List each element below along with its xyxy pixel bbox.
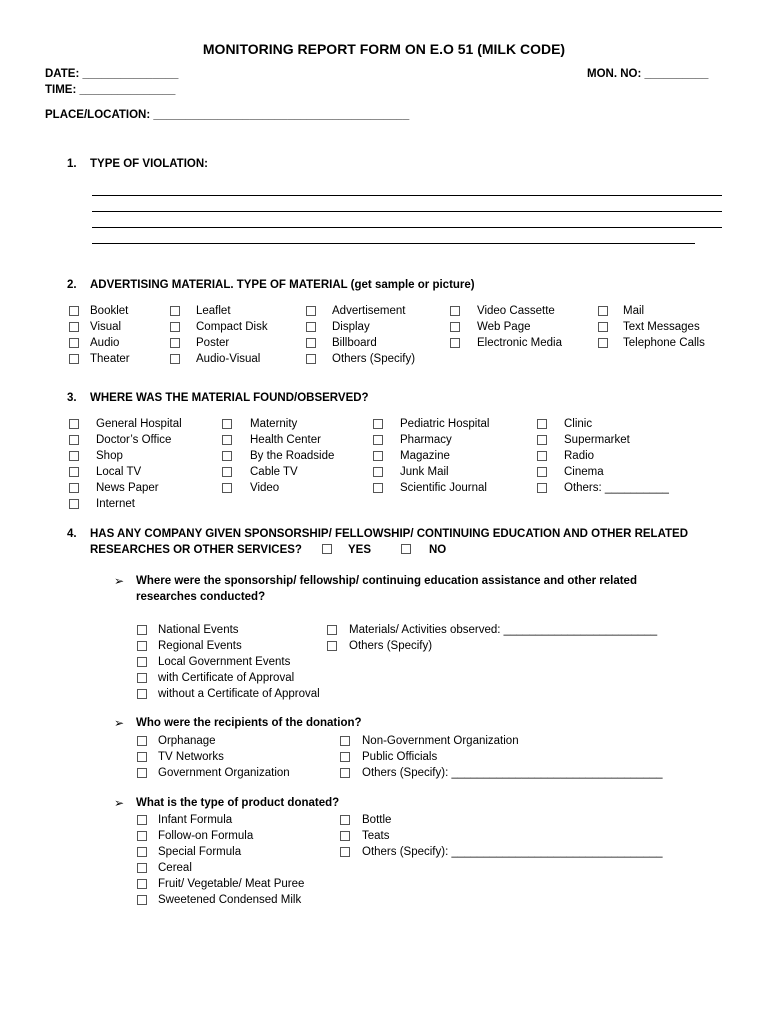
checkbox-label: Teats	[362, 830, 390, 842]
checkbox-label: Infant Formula	[158, 814, 233, 826]
checkbox[interactable]	[373, 483, 383, 493]
checkbox-label: Materials/ Activities observed: ________________________	[349, 624, 658, 636]
checkbox-label: Doctor’s Office	[96, 434, 172, 446]
checkbox-label: Health Center	[250, 434, 321, 446]
checkbox[interactable]	[450, 322, 460, 332]
checkbox-label: Others (Specify)	[349, 640, 433, 652]
checkbox[interactable]	[340, 736, 350, 746]
checkbox[interactable]	[69, 354, 79, 364]
checkbox-label: Cable TV	[250, 466, 298, 478]
q1-question-line1: Where were the sponsorship/ fellowship/ continuing education assistance and other related	[136, 575, 637, 587]
yes-checkbox[interactable]	[322, 544, 332, 554]
checkbox-label: Sweetened Condensed Milk	[158, 894, 302, 906]
checkbox[interactable]	[373, 451, 383, 461]
checkbox[interactable]	[306, 306, 316, 316]
checkbox[interactable]	[137, 752, 147, 762]
checkbox-label: Pharmacy	[400, 434, 452, 446]
checkbox[interactable]	[170, 306, 180, 316]
violation-line-4[interactable]	[92, 243, 695, 244]
checkbox[interactable]	[598, 322, 608, 332]
checkbox[interactable]	[69, 322, 79, 332]
checkbox[interactable]	[137, 736, 147, 746]
checkbox-label: Telephone Calls	[623, 337, 705, 349]
q1-question-line2: researches conducted?	[136, 591, 266, 603]
mon-no-field[interactable]: MON. NO: __________	[587, 68, 709, 80]
checkbox-label: News Paper	[96, 482, 159, 494]
time-field[interactable]: TIME: _______________	[45, 84, 176, 96]
checkbox[interactable]	[340, 847, 350, 857]
checkbox[interactable]	[69, 451, 79, 461]
violation-line-1[interactable]	[92, 195, 722, 196]
checkbox-label: Cinema	[564, 466, 604, 478]
checkbox-label: Others: __________	[564, 482, 669, 494]
no-checkbox[interactable]	[401, 544, 411, 554]
checkbox-label: Video Cassette	[477, 305, 555, 317]
yes-label: YES	[348, 544, 372, 556]
checkbox-label: Booklet	[90, 305, 129, 317]
section2-number: 2.	[67, 279, 77, 291]
checkbox-label: Regional Events	[158, 640, 242, 652]
checkbox-label: Audio-Visual	[196, 353, 261, 365]
checkbox-label: Supermarket	[564, 434, 630, 446]
checkbox[interactable]	[137, 641, 147, 651]
checkbox-label: Poster	[196, 337, 230, 349]
checkbox-label: Others (Specify): _________________________________	[362, 846, 663, 858]
checkbox-label: Pediatric Hospital	[400, 418, 490, 430]
checkbox-label: Follow-on Formula	[158, 830, 254, 842]
q2-question: Who were the recipients of the donation?	[136, 717, 362, 729]
checkbox-label: Government Organization	[158, 767, 290, 779]
checkbox-label: Junk Mail	[400, 466, 449, 478]
checkbox[interactable]	[137, 863, 147, 873]
checkbox-label: Magazine	[400, 450, 450, 462]
section1-number: 1.	[67, 158, 77, 170]
checkbox[interactable]	[537, 483, 547, 493]
checkbox[interactable]	[306, 354, 316, 364]
checkbox-label: Non-Government Organization	[362, 735, 519, 747]
section4-title-line1: HAS ANY COMPANY GIVEN SPONSORSHIP/ FELLOWSHIP/ CONTINUING EDUCATION AND OTHER RELATED	[90, 528, 689, 540]
checkbox-label: Video	[250, 482, 280, 494]
date-field[interactable]: DATE: _______________	[45, 68, 179, 80]
checkbox[interactable]	[170, 322, 180, 332]
checkbox[interactable]	[340, 831, 350, 841]
checkbox[interactable]	[137, 625, 147, 635]
checkbox[interactable]	[69, 306, 79, 316]
checkbox-label: Text Messages	[623, 321, 700, 333]
checkbox[interactable]	[137, 689, 147, 699]
checkbox[interactable]	[137, 815, 147, 825]
checkbox[interactable]	[137, 768, 147, 778]
checkbox[interactable]	[222, 467, 232, 477]
place-location-field[interactable]: PLACE/LOCATION: ________________________________________	[45, 109, 410, 121]
checkbox-label: Compact Disk	[196, 321, 268, 333]
checkbox-label: Fruit/ Vegetable/ Meat Puree	[158, 878, 305, 890]
checkbox[interactable]	[69, 435, 79, 445]
checkbox-label: General Hospital	[96, 418, 182, 430]
checkbox[interactable]	[340, 815, 350, 825]
checkbox[interactable]	[306, 338, 316, 348]
checkbox-label: Shop	[96, 450, 123, 462]
checkbox[interactable]	[222, 451, 232, 461]
section4-number: 4.	[67, 528, 77, 540]
checkbox-label: Maternity	[250, 418, 298, 430]
checkbox[interactable]	[373, 435, 383, 445]
checkbox[interactable]	[69, 419, 79, 429]
checkbox-label: Leaflet	[196, 305, 231, 317]
arrow-bullet-icon: ➢	[114, 796, 125, 810]
checkbox-label: Others (Specify)	[332, 353, 416, 365]
checkbox[interactable]	[373, 467, 383, 477]
checkbox-label: Web Page	[477, 321, 531, 333]
checkbox-label: Mail	[623, 305, 645, 317]
checkbox[interactable]	[327, 641, 337, 651]
section3-title: WHERE WAS THE MATERIAL FOUND/OBSERVED?	[90, 392, 369, 404]
checkbox[interactable]	[222, 483, 232, 493]
checkbox-label: Others (Specify): _________________________________	[362, 767, 663, 779]
section3-number: 3.	[67, 392, 77, 404]
checkbox[interactable]	[450, 306, 460, 316]
checkbox[interactable]	[340, 768, 350, 778]
section2-title: ADVERTISING MATERIAL. TYPE OF MATERIAL (get sample or picture)	[90, 279, 475, 291]
checkbox[interactable]	[137, 895, 147, 905]
checkbox-label: Display	[332, 321, 370, 333]
checkbox-label: Audio	[90, 337, 120, 349]
checkbox[interactable]	[69, 338, 79, 348]
checkbox-label: Special Formula	[158, 846, 242, 858]
checkbox-label: Clinic	[564, 418, 593, 430]
section1-title: TYPE OF VIOLATION:	[90, 158, 208, 170]
checkbox-label: Visual	[90, 321, 122, 333]
checkbox[interactable]	[537, 467, 547, 477]
violation-line-2[interactable]	[92, 211, 722, 212]
checkbox[interactable]	[69, 499, 79, 509]
checkbox-label: Advertisement	[332, 305, 406, 317]
checkbox[interactable]	[137, 847, 147, 857]
checkbox[interactable]	[340, 752, 350, 762]
checkbox[interactable]	[170, 354, 180, 364]
page-title: MONITORING REPORT FORM ON E.O 51 (MILK CODE)	[202, 41, 566, 57]
checkbox[interactable]	[170, 338, 180, 348]
checkbox[interactable]	[598, 306, 608, 316]
checkbox-label: Local Government Events	[158, 656, 291, 668]
checkbox[interactable]	[373, 419, 383, 429]
checkbox-label: Public Officials	[362, 751, 438, 763]
checkbox-label: Billboard	[332, 337, 377, 349]
checkbox-label: Theater	[90, 353, 130, 365]
checkbox[interactable]	[137, 673, 147, 683]
checkbox-label: TV Networks	[158, 751, 224, 763]
checkbox[interactable]	[537, 435, 547, 445]
checkbox-label: Electronic Media	[477, 337, 563, 349]
checkbox-label: Local TV	[96, 466, 142, 478]
checkbox[interactable]	[327, 625, 337, 635]
checkbox[interactable]	[306, 322, 316, 332]
checkbox[interactable]	[137, 879, 147, 889]
checkbox-label: Orphanage	[158, 735, 216, 747]
arrow-bullet-icon: ➢	[114, 574, 125, 588]
checkbox-label: Cereal	[158, 862, 192, 874]
checkbox[interactable]	[222, 435, 232, 445]
q3-question: What is the type of product donated?	[136, 797, 340, 809]
violation-line-3[interactable]	[92, 227, 722, 228]
section4-title-line2: RESEARCHES OR OTHER SERVICES?	[90, 544, 302, 556]
checkbox[interactable]	[537, 419, 547, 429]
checkbox-label: with Certificate of Approval	[158, 672, 295, 684]
checkbox-label: without a Certificate of Approval	[158, 688, 320, 700]
checkbox[interactable]	[69, 467, 79, 477]
checkbox[interactable]	[537, 451, 547, 461]
no-label: NO	[429, 544, 447, 556]
checkbox-label: National Events	[158, 624, 239, 636]
checkbox-label: Bottle	[362, 814, 392, 826]
checkbox-label: Scientific Journal	[400, 482, 487, 494]
checkbox[interactable]	[69, 483, 79, 493]
checkbox[interactable]	[137, 831, 147, 841]
checkbox-label: By the Roadside	[250, 450, 335, 462]
checkbox[interactable]	[137, 657, 147, 667]
checkbox[interactable]	[598, 338, 608, 348]
checkbox[interactable]	[222, 419, 232, 429]
checkbox-label: Internet	[96, 498, 135, 510]
checkbox[interactable]	[450, 338, 460, 348]
checkbox-label: Radio	[564, 450, 595, 462]
arrow-bullet-icon: ➢	[114, 716, 125, 730]
